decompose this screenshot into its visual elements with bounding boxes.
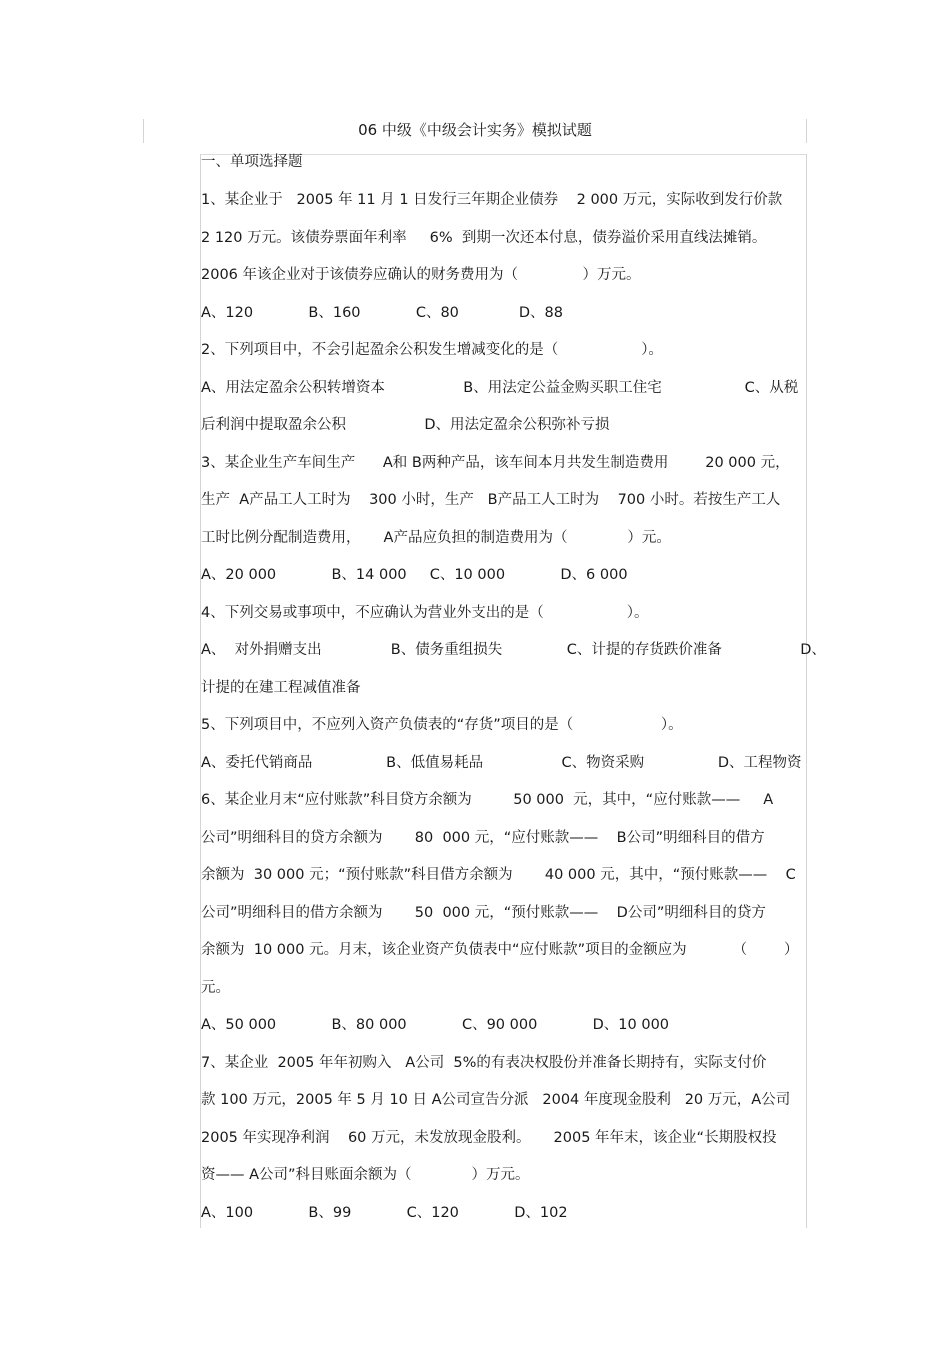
q5-line-1: 5、下列项目中，不应列入资产负债表的“存货”项目的是（ ）。 bbox=[201, 717, 683, 733]
q6-line-4: 公司”明细科目的借方余额为 50 000 元，“预付账款—— D公司”明细科目的贷方 bbox=[201, 904, 766, 921]
q1-line-1: 1、某企业于 2005 年 11 月 1 日发行三年期企业债券 2 000 万元，实际收到发行价款 bbox=[201, 192, 783, 208]
section-heading: 一、单项选择题 bbox=[201, 154, 303, 170]
q1-line-3: 2006 年该企业对于该债券应确认的财务费用为（ ）万元。 bbox=[201, 267, 641, 283]
q4-options-1: A、 对外捐赠支出 B、债务重组损失 C、计提的存货跌价准备 D、 bbox=[201, 642, 826, 658]
q7-line-1: 7、某企业 2005 年年初购入 A公司 5%的有表决权股份并准备长期持有，实际支付价 bbox=[201, 1054, 767, 1071]
q2-options-1: A、用法定盈余公积转增资本 B、用法定公益金购买职工住宅 C、从税 bbox=[201, 379, 799, 396]
q6-line-1: 6、某企业月末“应付账款”科目贷方余额为 50 000 元，其中，“应付账款—— A bbox=[201, 792, 774, 808]
q6-line-5: 余额为 10 000 元。月末，该企业资产负债表中“应付账款”项目的金额应为 （ ） bbox=[201, 942, 799, 958]
q2-line-1: 2、下列项目中，不会引起盈余公积发生增减变化的是（ ）。 bbox=[201, 342, 663, 358]
q7-line-3: 2005 年实现净利润 60 万元，未发放现金股利。 2005 年年末，该企业“长期股权投 bbox=[201, 1129, 777, 1146]
q4-line-1: 4、下列交易或事项中，不应确认为营业外支出的是（ ）。 bbox=[201, 604, 649, 621]
q5-options: A、委托代销商品 B、低值易耗品 C、物资采购 D、工程物资 bbox=[201, 754, 802, 771]
q3-line-2: 生产 A产品工人工时为 300 小时，生产 B产品工人工时为 700 小时。若按生产工人 bbox=[201, 492, 781, 508]
q3-line-3: 工时比例分配制造费用， A产品应负担的制造费用为（ ）元。 bbox=[201, 529, 671, 546]
q2-options-2: 后利润中提取盈余公积 D、用法定盈余公积弥补亏损 bbox=[201, 417, 610, 433]
q6-options: A、50 000 B、80 000 C、90 000 D、10 000 bbox=[201, 1017, 670, 1033]
q6-line-6: 元。 bbox=[201, 979, 230, 996]
q1-options: A、120 B、160 C、80 D、88 bbox=[201, 304, 563, 321]
q6-line-3: 余额为 30 000 元；“预付账款”科目借方余额为 40 000 元，其中，“预付账款—— C bbox=[201, 867, 796, 883]
question-body bbox=[201, 150, 826, 1238]
q3-options: A、20 000 B、14 000 C、10 000 D、6 000 bbox=[201, 567, 628, 583]
q7-line-4: 资—— A公司”科目账面余额为（ ）万元。 bbox=[201, 1167, 530, 1183]
document-title: 06 中级《中级会计实务》模拟试题 bbox=[358, 121, 592, 139]
q7-line-2: 款 100 万元，2005 年 5 月 10 日 A公司宣告分派 2004 年度现金股利 20 万元，A公司 bbox=[201, 1092, 791, 1108]
q1-line-2: 2 120 万元。该债券票面年利率 6% 到期一次还本付息，债券溢价采用直线法摊销。 bbox=[201, 229, 767, 246]
q6-line-2: 公司”明细科目的贷方余额为 80 000 元，“应付账款—— B公司”明细科目的借方 bbox=[201, 829, 765, 846]
q4-options-2: 计提的在建工程减值准备 bbox=[201, 679, 361, 696]
q7-options: A、100 B、99 C、120 D、102 bbox=[201, 1204, 568, 1221]
q3-line-1: 3、某企业生产车间生产 A和 B两种产品，该车间本月共发生制造费用 20 000 元， bbox=[201, 454, 790, 471]
